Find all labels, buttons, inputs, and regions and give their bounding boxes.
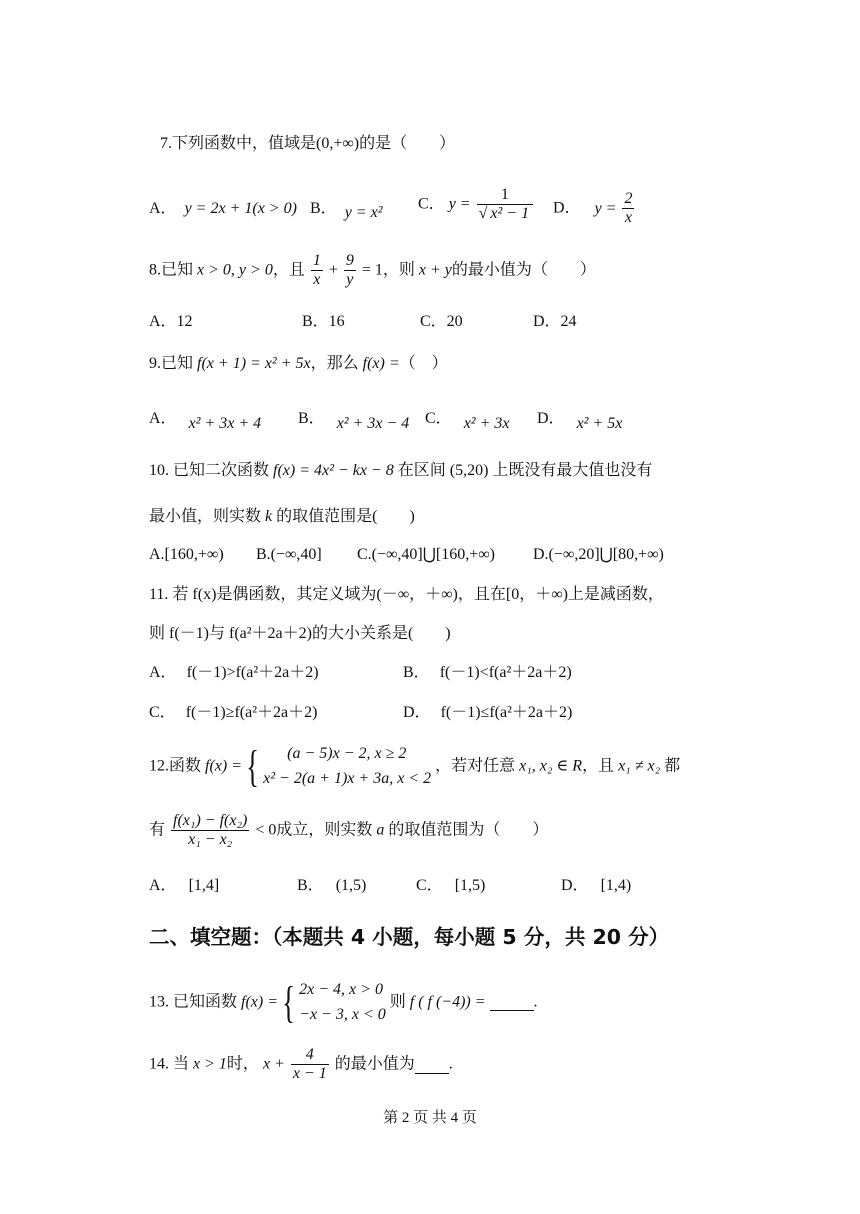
q12-piecewise: (a − 5)x − 2, x ≥ 2 x² − 2(a + 1)x + 3a, x < 2	[263, 745, 432, 787]
q8-option-c: C．20	[420, 313, 463, 330]
q13-stem: 13. 已知函数 f(x) = { 2x − 4, x > 0 −x − 3, x < 0 则 f ( f (−4)) = .	[149, 977, 538, 1027]
q10-line1: 10. 已知二次函数 f(x) = 4x² − kx − 8 在区间 (5,20) 上既没有最大值也没有	[149, 462, 653, 479]
q7-option-c: C． y = $\frac{1}{\text{√ x² − 1}}$	[418, 186, 535, 224]
q9-option-c: C． x² + 3x	[425, 410, 510, 432]
q12-line2: 有 $\frac{\text{f(x₁) − f(x₂)}}{\text{x₁ − x₂}}$ < 0成立，则实数 a 的取值范围为（ ）	[149, 812, 549, 849]
q9-option-b: B． x² + 3x − 4	[298, 410, 410, 432]
q8-option-a: A．12	[149, 313, 193, 330]
q7-stem: 7.下列函数中，值域是(0,+∞)的是（ ）	[160, 135, 456, 152]
q10-option-b: B.(−∞,40]	[256, 546, 322, 563]
q11-option-b: B． f(－1)<f(a²＋2a＋2)	[403, 664, 572, 681]
q11-line2: 则 f(－1)与 f(a²＋2a＋2)的大小关系是( )	[149, 625, 451, 642]
q12-option-a: A． [1,4]	[149, 877, 220, 894]
q9-option-a: A． x² + 3x + 4	[149, 410, 262, 432]
q12-option-d: D． [1,4)	[561, 877, 632, 894]
q10-option-a: A.[160,+∞)	[149, 546, 224, 563]
section-heading: 二、填空题：（本题共 4 小题，每小题 5 分，共 20 分）	[149, 925, 670, 949]
q8-option-b: B．16	[302, 313, 345, 330]
q7-c-fraction: $\frac{1}{\text{√ x² − 1}}$	[477, 186, 533, 224]
q11-option-c: C． f(－1)≥f(a²＋2a＋2)	[149, 704, 318, 721]
q11-option-a: A． f(－1)>f(a²＋2a＋2)	[149, 664, 319, 681]
answer-blank	[490, 994, 534, 1011]
q11-line1: 11. 若 f(x)是偶函数，其定义域为(－∞，＋∞)，且在[0，＋∞)上是减函数，	[149, 586, 664, 603]
page-footer: 第 2 页 共 4 页	[383, 1110, 477, 1126]
q12-line1: 12.函数 f(x) = { (a − 5)x − 2, x ≥ 2 x² − 2(a + 1)x + 3a, x < 2 ，若对任意 x₁, x₂ ∈ R，且 x₁ ≠ x₂ 都	[149, 741, 681, 791]
q12-fraction: $\frac{\text{f(x₁) − f(x₂)}}{\text{x₁ − x₂}}$	[173, 812, 248, 849]
q7-option-d: D． y = $\frac{2}{x}$	[553, 190, 633, 227]
q10-option-d: D.(−∞,20]⋃[80,+∞)	[533, 546, 664, 563]
q10-option-c: C.(−∞,40]⋃[160,+∞)	[357, 546, 495, 563]
left-brace: {	[282, 977, 295, 1027]
q7-d-fraction: $\frac{2}{x}$	[624, 190, 633, 227]
q9-stem: 9.已知 f(x + 1) = x² + 5x，那么 f(x) =（ ）	[149, 355, 448, 372]
q8-option-d: D．24	[533, 313, 577, 330]
q7-option-b: B． y = x²	[310, 200, 383, 221]
q7-option-a: A． y = 2x + 1(x > 0)	[149, 200, 297, 217]
q13-piecewise: 2x − 4, x > 0 −x − 3, x < 0	[299, 981, 386, 1023]
answer-blank	[415, 1057, 449, 1074]
q12-option-b: B． (1,5)	[297, 877, 367, 894]
q9-option-d: D． x² + 5x	[537, 410, 623, 432]
q11-option-d: D． f(－1)≤f(a²＋2a＋2)	[403, 704, 573, 721]
q14-stem: 14. 当 x > 1时， x + $\frac{4}{x - 1}$ 的最小值为 .	[149, 1046, 453, 1083]
q12-option-c: C． [1,5)	[416, 877, 486, 894]
q14-fraction: $\frac{4}{x - 1}$	[292, 1046, 327, 1083]
q8-stem: 8.已知 x > 0, y > 0，且 $\frac{1}{x}$ + $\frac{9}{y}$ = 1，则 x + y的最小值为（ ）	[149, 252, 596, 289]
q10-line2: 最小值，则实数 k 的取值范围是( )	[149, 508, 415, 525]
left-brace: {	[246, 741, 259, 791]
